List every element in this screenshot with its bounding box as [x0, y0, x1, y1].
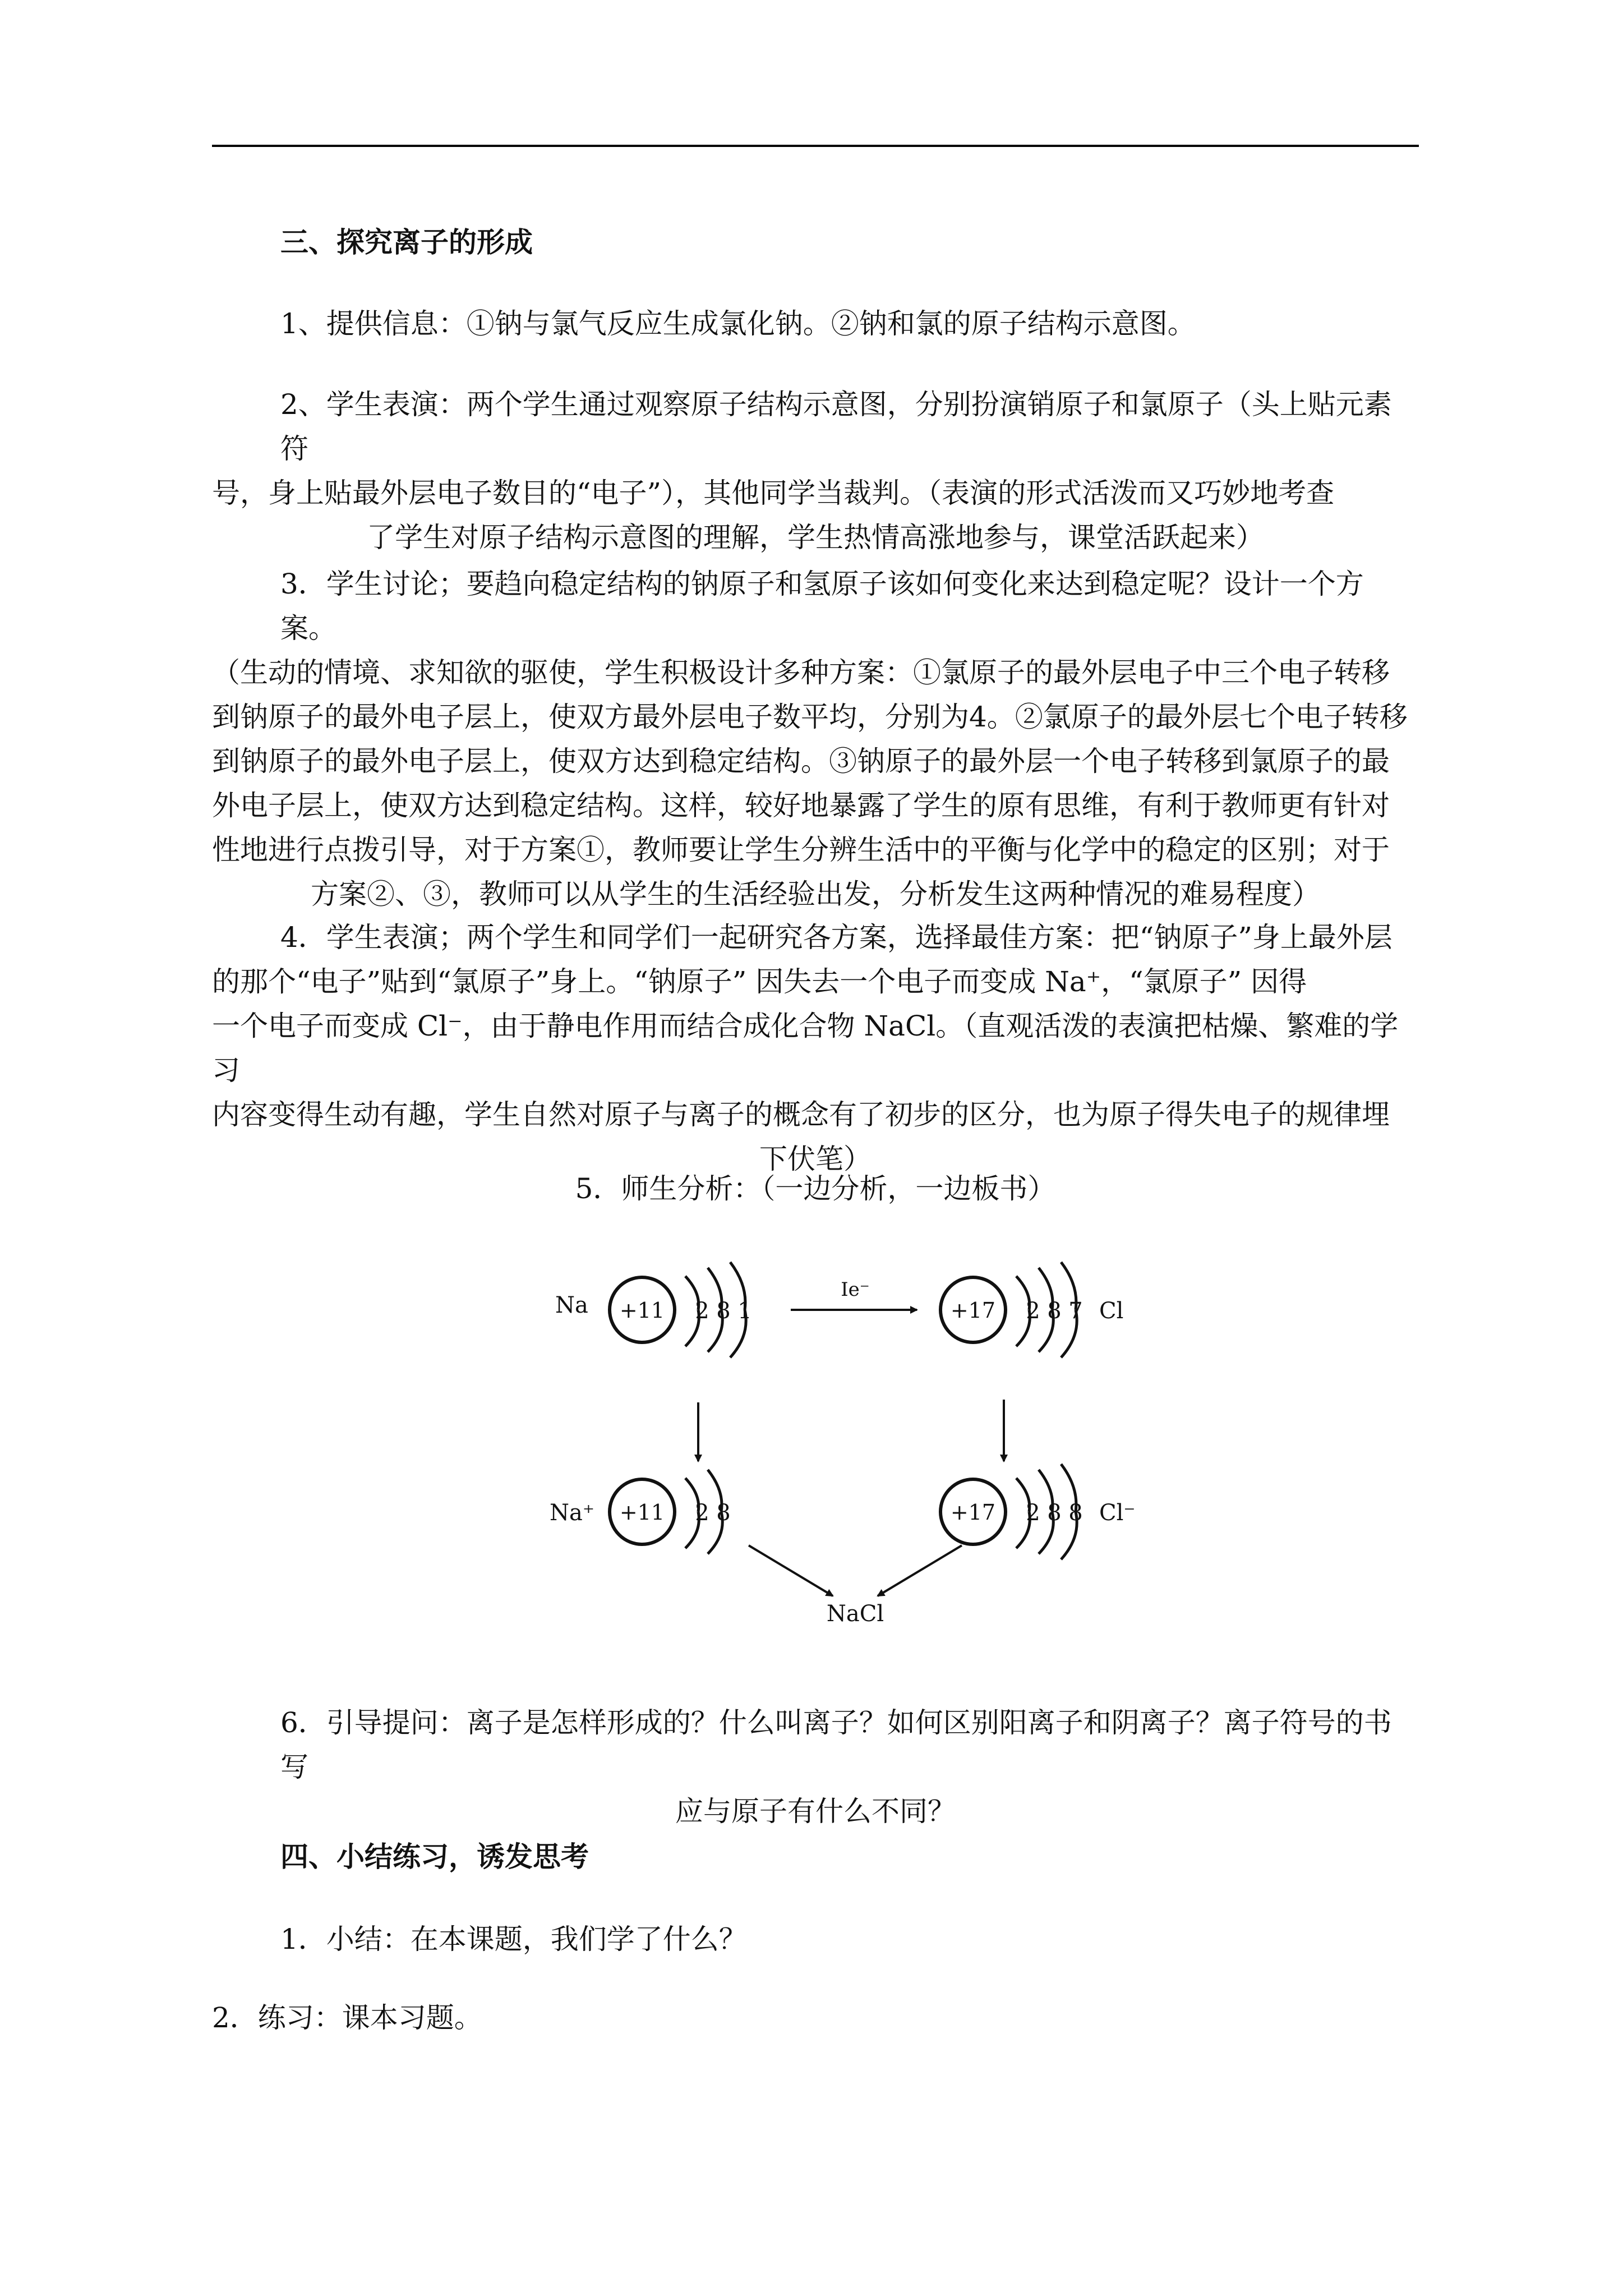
- sodium-ion-to-product-arrow: [749, 1545, 833, 1596]
- section4-heading: 四、小结练习，诱发思考: [280, 1840, 589, 1873]
- sodium-symbol: Na: [555, 1292, 588, 1318]
- chloride-ion-shell-2: 8: [1047, 1500, 1062, 1526]
- chlorine-shell-arcs: [1016, 1262, 1077, 1358]
- chlorine-shell-2: 8: [1047, 1298, 1062, 1324]
- chlorine-shell-1: 2: [1026, 1298, 1040, 1324]
- sodium-ion: [550, 1470, 731, 1554]
- product-label: NaCl: [826, 1601, 884, 1627]
- chloride-ion-shell-3: 8: [1068, 1500, 1083, 1526]
- electron-transfer-arrow: [791, 1278, 917, 1310]
- chlorine-atom: [940, 1262, 1123, 1358]
- transfer-label: Ie⁻: [841, 1278, 870, 1301]
- section4-paragraph-2: 2．练习：课本习题。: [212, 2001, 482, 2034]
- chloride-ion: [940, 1464, 1136, 1559]
- section3-paragraph-3: 3．学生讨论；要趋向稳定结构的钠原子和氢原子该如何变化来达到稳定呢？设计一个方案。 （生动的情境、求知欲的驱使，学生积极设计多种方案：①氯原子的最外层电子中三个电子转移 到钠原子的最外电子层上，使双方最外层电子数平均，分别为4。②氯原子的最外层七个电子转移 到钠原子的最外电子层上，使双方达到稳定结构。③钠原子的最外层一个电子转移到氯原子的最 外电子层上，使双方达到稳定结构。这样，较好地暴露了学生的原有思维，有利于教师更有针对 性地进行点拨引导，对于方案①，教师要让学生分辨生活中的平衡与化学中的稳定的区别；对于 方案②、③，教师可以从学生的生活经验出发，分析发生这两种情况的难易程度）: [212, 568, 1408, 910]
- chlorine-symbol: Cl: [1099, 1298, 1124, 1324]
- sodium-nucleus-charge: +11: [619, 1298, 665, 1323]
- section4-paragraph-1: 1．小结：在本课题，我们学了什么？: [280, 1923, 747, 1955]
- section3-paragraph-6: 6．引导提问：离子是怎样形成的？什么叫离子？如何区别阳离子和阴离子？离子符号的书写 应与原子有什么不同？: [280, 1706, 1392, 1828]
- chloride-ion-shell-arcs: [1016, 1464, 1077, 1559]
- sodium-shell-1: 2: [695, 1298, 709, 1324]
- chloride-ion-symbol: Cl⁻: [1099, 1500, 1136, 1526]
- chloride-ion-shell-1: 2: [1026, 1500, 1040, 1526]
- sodium-atom: [555, 1262, 752, 1358]
- section3-paragraph-1: 1、提供信息：①钠与氯气反应生成氯化钠。②钠和氯的原子结构示意图。: [280, 307, 1196, 340]
- chlorine-shell-3: 7: [1068, 1298, 1083, 1324]
- section3-paragraph-2: 2、学生表演：两个学生通过观察原子结构示意图，分别扮演销原子和氯原子（头上贴元素符 号，身上贴最外层电子数目的“电子”），其他同学当裁判。（表演的形式活泼而又巧妙地考查 了学生对原子结构示意图的理解，学生热情高涨地参与，课堂活跃起来）: [212, 388, 1392, 554]
- sodium-ion-shell-1: 2: [695, 1500, 709, 1526]
- section3-paragraph-5: 5．师生分析：（一边分析，一边板书）: [575, 1172, 1056, 1205]
- header-rule: [212, 145, 1419, 147]
- ion-formation-diagram: [538, 1240, 1195, 1627]
- chloride-ion-nucleus-charge: +17: [950, 1500, 996, 1525]
- sodium-shell-3: 1: [737, 1298, 752, 1324]
- section3-heading: 三、探究离子的形成: [280, 226, 533, 259]
- sodium-shell-2: 8: [716, 1298, 731, 1324]
- sodium-ion-nucleus-charge: +11: [619, 1500, 665, 1525]
- sodium-ion-symbol: Na⁺: [550, 1500, 594, 1526]
- sodium-ion-shell-2: 8: [716, 1500, 731, 1526]
- chloride-ion-to-product-arrow: [878, 1545, 962, 1596]
- chlorine-nucleus-charge: +17: [950, 1298, 996, 1323]
- sodium-shell-arcs: [685, 1262, 746, 1358]
- section3-paragraph-4: 4．学生表演；两个学生和同学们一起研究各方案，选择最佳方案：把“钠原子”身上最外层 的那个“电子”贴到“氯原子”身上。“钠原子” 因失去一个电子而变成 Na⁺，“氯原子” 因得 一个电子而变成 Cl⁻，由于静电作用而结合成化合物 NaCl。（直观活泼的表演把枯燥、繁难的学习 内容变得生动有趣，学生自然对原子与离子的概念有了初步的区分，也为原子得失电子的规律埋 下伏笔）: [212, 921, 1399, 1175]
